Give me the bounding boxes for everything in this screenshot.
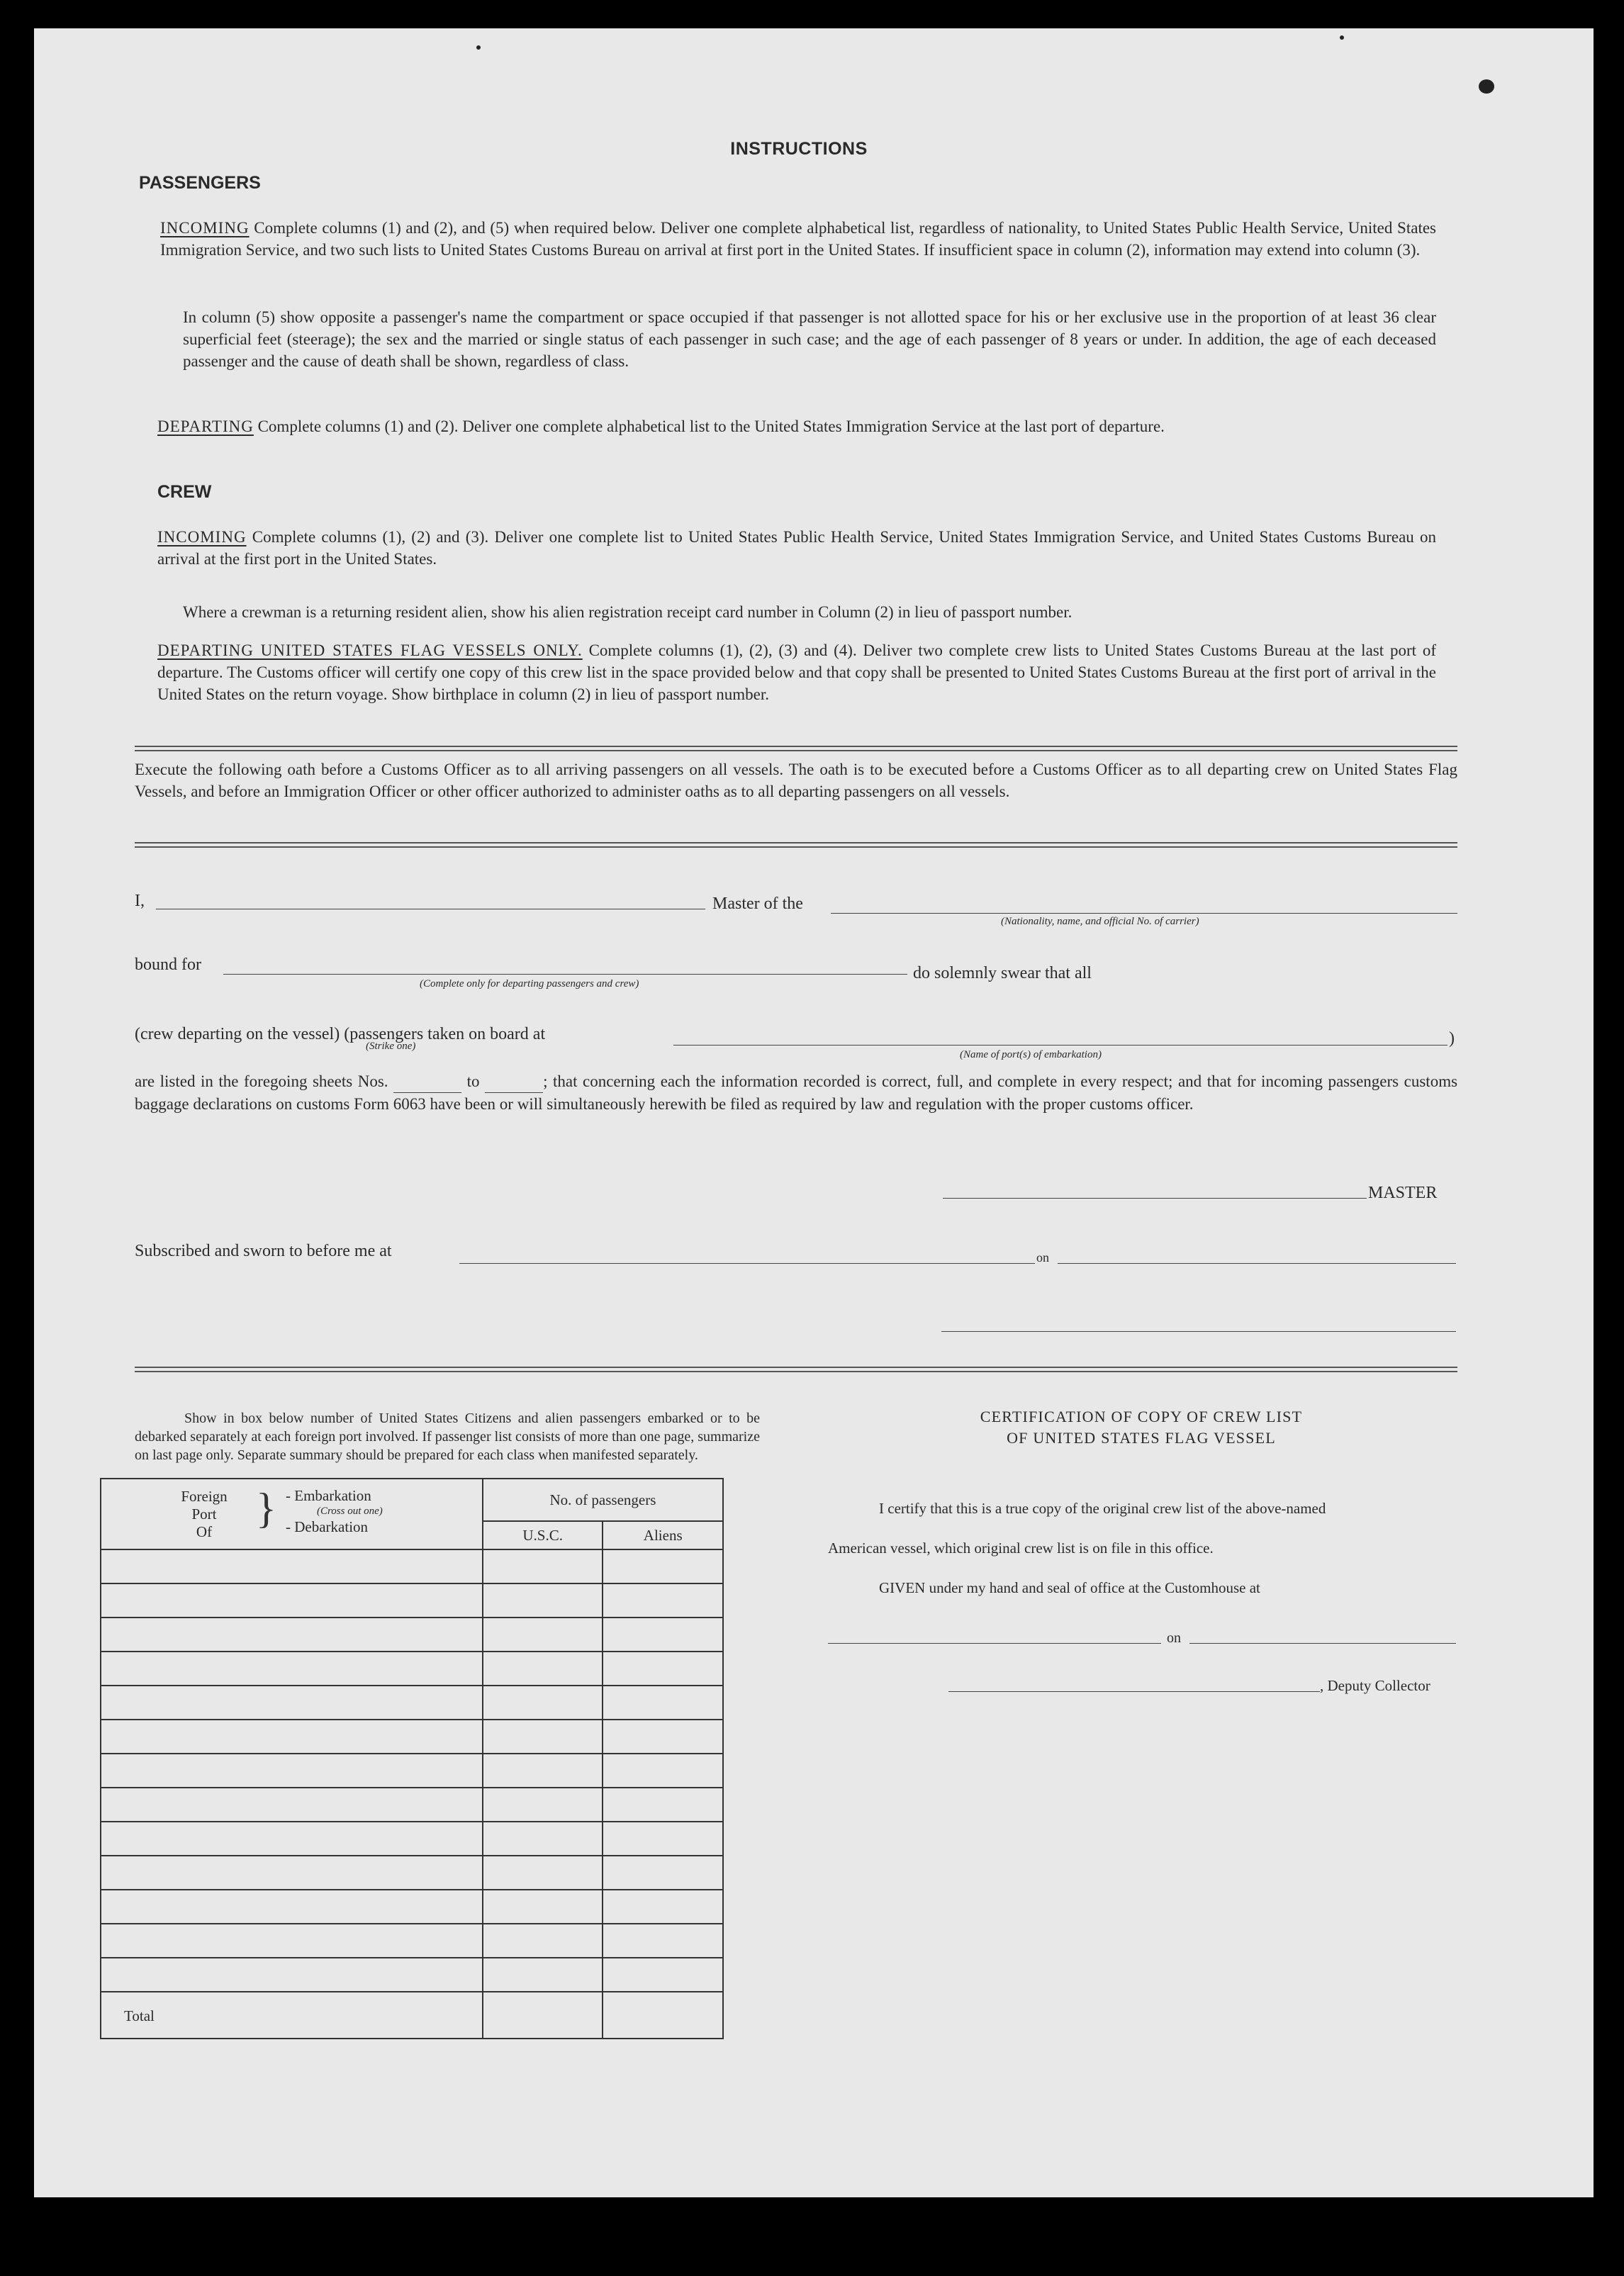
passengers-heading: PASSENGERS xyxy=(139,173,261,193)
aliens-cell[interactable] xyxy=(603,1686,723,1720)
bound-for-hint: (Complete only for departing passengers and crew) xyxy=(420,978,639,990)
port-cell[interactable] xyxy=(101,1856,483,1890)
master-signature-field[interactable] xyxy=(943,1198,1367,1199)
table-row xyxy=(101,1754,723,1788)
page-title: INSTRUCTIONS xyxy=(730,139,868,159)
port-cell[interactable] xyxy=(101,1720,483,1754)
table-row xyxy=(101,1720,723,1754)
given-text: GIVEN under my hand and seal of office at the Customhouse at xyxy=(879,1579,1260,1596)
section-divider xyxy=(135,746,1457,751)
table-row xyxy=(101,1583,723,1618)
aliens-header: Aliens xyxy=(603,1521,723,1549)
port-cell[interactable] xyxy=(101,1958,483,1992)
table-row xyxy=(101,1958,723,1992)
listed-to: to xyxy=(466,1072,480,1090)
summary-instructions: Show in box below number of United States Citizens and alien passengers embarked or to be debarked separately at each foreign port involved. If passenger list consists of more than one page, summarize on last page only. Separate summary should be prepared for each class when manifested separately. xyxy=(135,1411,760,1463)
passengers-departing-paragraph xyxy=(157,415,1436,437)
departing-tag: DEPARTING xyxy=(157,417,254,435)
cert-on-label: on xyxy=(1167,1630,1181,1646)
port-cell[interactable] xyxy=(101,1924,483,1958)
crew-incoming-text: Complete columns (1), (2) and (3). Deliver one complete list to United States Public Health Service, United States Immigration Service, and United States Customs Bureau on arrival at the first port in the United States. xyxy=(157,528,1436,568)
port-cell[interactable] xyxy=(101,1822,483,1856)
passenger-summary-table xyxy=(100,1478,724,2039)
carrier-hint: (Nationality, name, and official No. of carrier) xyxy=(1001,916,1199,927)
port-cell[interactable] xyxy=(101,1583,483,1618)
total-row xyxy=(101,1992,723,2039)
usc-cell[interactable] xyxy=(483,1890,603,1924)
sworn-on-label: on xyxy=(1036,1250,1049,1265)
of-label: Of xyxy=(196,1523,213,1540)
officer-signature-field[interactable] xyxy=(941,1331,1456,1332)
usc-cell[interactable] xyxy=(483,1958,603,1992)
resident-alien-paragraph: Where a crewman is a returning resident alien, show his alien registration receipt card number in Column (2) in lieu of passport number. xyxy=(183,603,1073,621)
deputy-signature-field[interactable] xyxy=(948,1691,1320,1692)
master-of-label: Master of the xyxy=(712,895,803,913)
table-row xyxy=(101,1924,723,1958)
listed-sheets-paragraph xyxy=(135,1070,1457,1115)
table-row xyxy=(101,1822,723,1856)
certification-title xyxy=(886,1406,1396,1449)
crew-departing-tag: DEPARTING UNITED STATES FLAG VESSELS ONLY. xyxy=(157,641,583,659)
incoming-tag: INCOMING xyxy=(160,219,250,237)
customhouse-field[interactable] xyxy=(828,1643,1161,1644)
aliens-cell[interactable] xyxy=(603,1856,723,1890)
brace: } xyxy=(256,1485,276,1532)
carrier-field[interactable] xyxy=(831,913,1457,914)
table-row xyxy=(101,1856,723,1890)
port-cell[interactable] xyxy=(101,1549,483,1583)
embarkation-port-hint: (Name of port(s) of embarkation) xyxy=(960,1049,1102,1060)
usc-cell[interactable] xyxy=(483,1652,603,1686)
foreign-label: Foreign xyxy=(181,1488,228,1505)
table-header-row xyxy=(101,1479,723,1521)
usc-header: U.S.C. xyxy=(483,1521,603,1549)
no-passengers-header: No. of passengers xyxy=(483,1479,723,1521)
port-cell[interactable] xyxy=(101,1686,483,1720)
aliens-cell[interactable] xyxy=(603,1958,723,1992)
certify-line2: American vessel, which original crew list is on file in this office. xyxy=(828,1540,1214,1557)
crew-incoming-tag: INCOMING xyxy=(157,528,247,546)
crew-passengers-choice: (crew departing on the vessel) (passengers taken on board at xyxy=(135,1025,546,1043)
usc-total-cell[interactable] xyxy=(483,1992,603,2039)
master-label: MASTER xyxy=(1368,1184,1438,1202)
cert-date-field[interactable] xyxy=(1189,1643,1456,1644)
usc-cell[interactable] xyxy=(483,1549,603,1583)
aliens-total-cell[interactable] xyxy=(603,1992,723,2039)
oath-instructions: Execute the following oath before a Customs Officer as to all arriving passengers on all vessels. The oath is to be executed before a Customs Officer as to all departing crew on United States Flag Vessels, and before an Immigration Officer or other officer authorized to administer oaths as to all departing passengers on all vessels. xyxy=(135,761,1457,800)
usc-cell[interactable] xyxy=(483,1754,603,1788)
port-cell[interactable] xyxy=(101,1890,483,1924)
sworn-date-field[interactable] xyxy=(1058,1263,1456,1264)
table-row xyxy=(101,1549,723,1583)
scan-blot xyxy=(1479,79,1494,94)
aliens-cell[interactable] xyxy=(603,1583,723,1618)
embarkation-option[interactable]: - Embarkation xyxy=(286,1487,371,1504)
passengers-incoming-text: Complete columns (1) and (2), and (5) when required below. Deliver one complete alphabetical list, regardless of nationality, to United States Public Health Service, United States Immigration Service, and two such lists to United States Customs Bureau on arrival at first port in the United States. If insufficient space in column (2), information may extend into column (3). xyxy=(160,219,1436,259)
column5-paragraph: In column (5) show opposite a passenger's name the compartment or space occupied if that passenger is not allotted space for his or her exclusive use in the proportion of at least 36 clear superficial feet (steerage); the sex and the married or single status of each passenger in such case; and the age of each passenger of 8 years or under. In addition, the age of each deceased passenger and the cause of death shall be shown, regardless of class. xyxy=(183,308,1436,370)
aliens-cell[interactable] xyxy=(603,1549,723,1583)
table-row xyxy=(101,1788,723,1822)
passengers-incoming-paragraph xyxy=(160,217,1436,261)
crew-departing-paragraph xyxy=(157,639,1436,705)
aliens-cell[interactable] xyxy=(603,1652,723,1686)
crew-heading: CREW xyxy=(157,482,212,502)
foreign-port-header xyxy=(101,1479,483,1549)
aliens-cell[interactable] xyxy=(603,1890,723,1924)
subscribed-label: Subscribed and sworn to before me at xyxy=(135,1242,392,1260)
port-label: Port xyxy=(191,1506,217,1523)
total-label: Total xyxy=(101,1992,483,2039)
sheet-to-field[interactable] xyxy=(485,1070,543,1093)
usc-cell[interactable] xyxy=(483,1618,603,1652)
usc-cell[interactable] xyxy=(483,1788,603,1822)
cross-out-hint: (Cross out one) xyxy=(317,1506,383,1517)
port-cell[interactable] xyxy=(101,1788,483,1822)
aliens-cell[interactable] xyxy=(603,1754,723,1788)
usc-cell[interactable] xyxy=(483,1924,603,1958)
table-row xyxy=(101,1890,723,1924)
certification-title-line1: CERTIFICATION OF COPY OF CREW LIST xyxy=(980,1408,1303,1425)
aliens-cell[interactable] xyxy=(603,1924,723,1958)
usc-cell[interactable] xyxy=(483,1822,603,1856)
table-row xyxy=(101,1652,723,1686)
listed-text-b: ; that concerning each the information recorded is correct, full, and complete in every respect; and that for incoming passengers customs baggage declarations on customs Form 6063 have been or will simultaneously herewith be filed as required by law and regulation with the proper customs officer. xyxy=(135,1072,1458,1113)
table-row xyxy=(101,1618,723,1652)
table-row xyxy=(101,1686,723,1720)
bound-for-field[interactable] xyxy=(223,974,907,975)
section-divider xyxy=(135,1367,1457,1372)
usc-cell[interactable] xyxy=(483,1856,603,1890)
port-cell[interactable] xyxy=(101,1652,483,1686)
bound-for-label: bound for xyxy=(135,955,201,974)
close-paren: ) xyxy=(1449,1029,1455,1048)
aliens-cell[interactable] xyxy=(603,1720,723,1754)
certify-line1: I certify that this is a true copy of the original crew list of the above-named xyxy=(879,1500,1326,1517)
oath-i-label: I, xyxy=(135,892,145,910)
crew-incoming-paragraph xyxy=(157,526,1436,570)
sheet-from-field[interactable] xyxy=(393,1070,461,1093)
strike-one-hint: (Strike one) xyxy=(366,1041,416,1052)
debarkation-option[interactable]: - Debarkation xyxy=(286,1518,369,1535)
port-cell[interactable] xyxy=(101,1754,483,1788)
usc-cell[interactable] xyxy=(483,1720,603,1754)
certification-title-line2: OF UNITED STATES FLAG VESSEL xyxy=(1007,1429,1276,1447)
port-cell[interactable] xyxy=(101,1618,483,1652)
deputy-collector-label: , Deputy Collector xyxy=(1320,1677,1430,1694)
usc-cell[interactable] xyxy=(483,1583,603,1618)
sworn-place-field[interactable] xyxy=(459,1263,1035,1264)
aliens-cell[interactable] xyxy=(603,1788,723,1822)
passengers-departing-text: Complete columns (1) and (2). Deliver one complete alphabetical list to the United States Immigration Service at the last port of departure. xyxy=(257,417,1165,435)
section-divider xyxy=(135,842,1457,848)
listed-text-a: are listed in the foregoing sheets Nos. xyxy=(135,1072,388,1090)
crew-departing-text: Complete columns (1), (2), (3) and (4). Deliver two complete crew lists to United States Customs Bureau at the last port of departure. The Customs officer will certify one copy of this crew list in the space provided below and that copy shall be presented to United States Customs Bureau at the first port of arrival in the United States on the return voyage. Show birthplace in column (2) in lieu of passport number. xyxy=(157,641,1437,703)
scan-speck xyxy=(1340,35,1344,40)
swear-text: do solemnly swear that all xyxy=(913,964,1092,982)
usc-cell[interactable] xyxy=(483,1686,603,1720)
aliens-cell[interactable] xyxy=(603,1822,723,1856)
scan-speck xyxy=(476,45,481,50)
aliens-cell[interactable] xyxy=(603,1618,723,1652)
